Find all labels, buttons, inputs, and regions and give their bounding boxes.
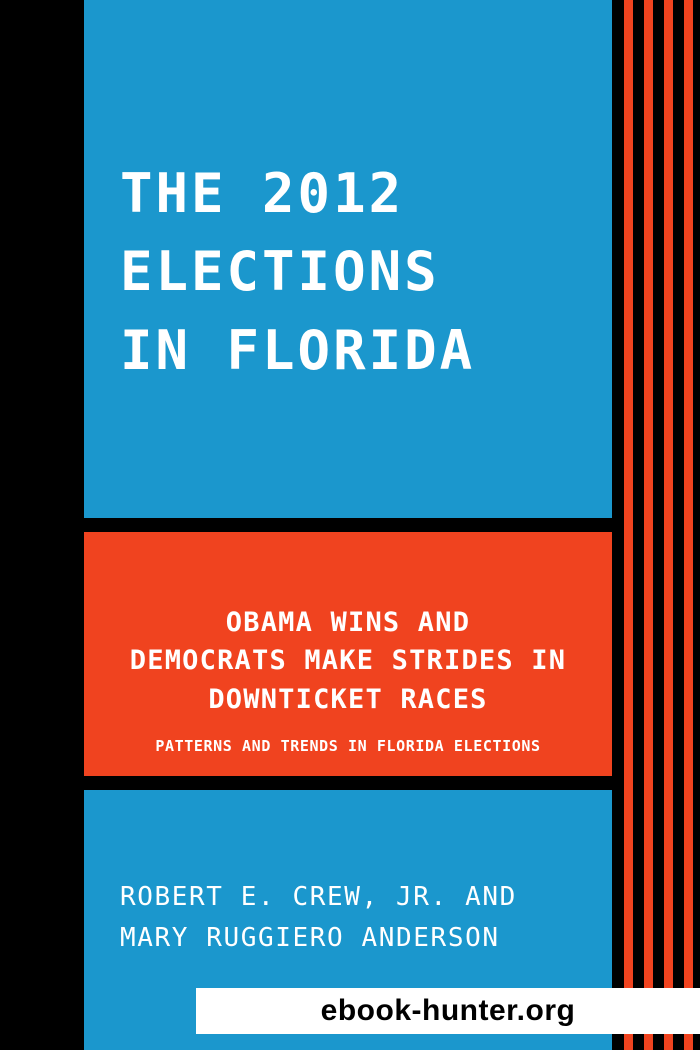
decorative-stripe-1 — [624, 0, 633, 1050]
book-title — [120, 155, 590, 390]
decorative-stripe-3 — [664, 0, 673, 1050]
decorative-stripe-2 — [644, 0, 653, 1050]
book-series: PATTERNS AND TRENDS IN FLORIDA ELECTIONS — [155, 737, 541, 755]
subtitle-line-2: DEMOCRATS MAKE STRIDES IN — [129, 645, 567, 677]
book-authors — [120, 877, 590, 959]
title-line-2: ELECTIONS — [120, 240, 440, 304]
watermark-bar — [196, 988, 700, 1034]
subtitle-panel — [84, 532, 612, 776]
watermark-label: ebook-hunter.org — [320, 994, 576, 1027]
book-subtitle — [104, 604, 592, 719]
author-line-2: MARY RUGGIERO ANDERSON — [120, 923, 500, 954]
title-line-1: THE 2012 — [120, 162, 405, 225]
subtitle-line-3: DOWNTICKET RACES — [208, 683, 488, 715]
subtitle-line-1: OBAMA WINS AND — [225, 607, 471, 638]
title-panel — [84, 0, 612, 518]
author-line-1: ROBERT E. CREW, JR. AND — [120, 882, 517, 912]
decorative-stripe-4 — [684, 0, 693, 1050]
title-line-3: IN FLORIDA — [120, 318, 476, 382]
